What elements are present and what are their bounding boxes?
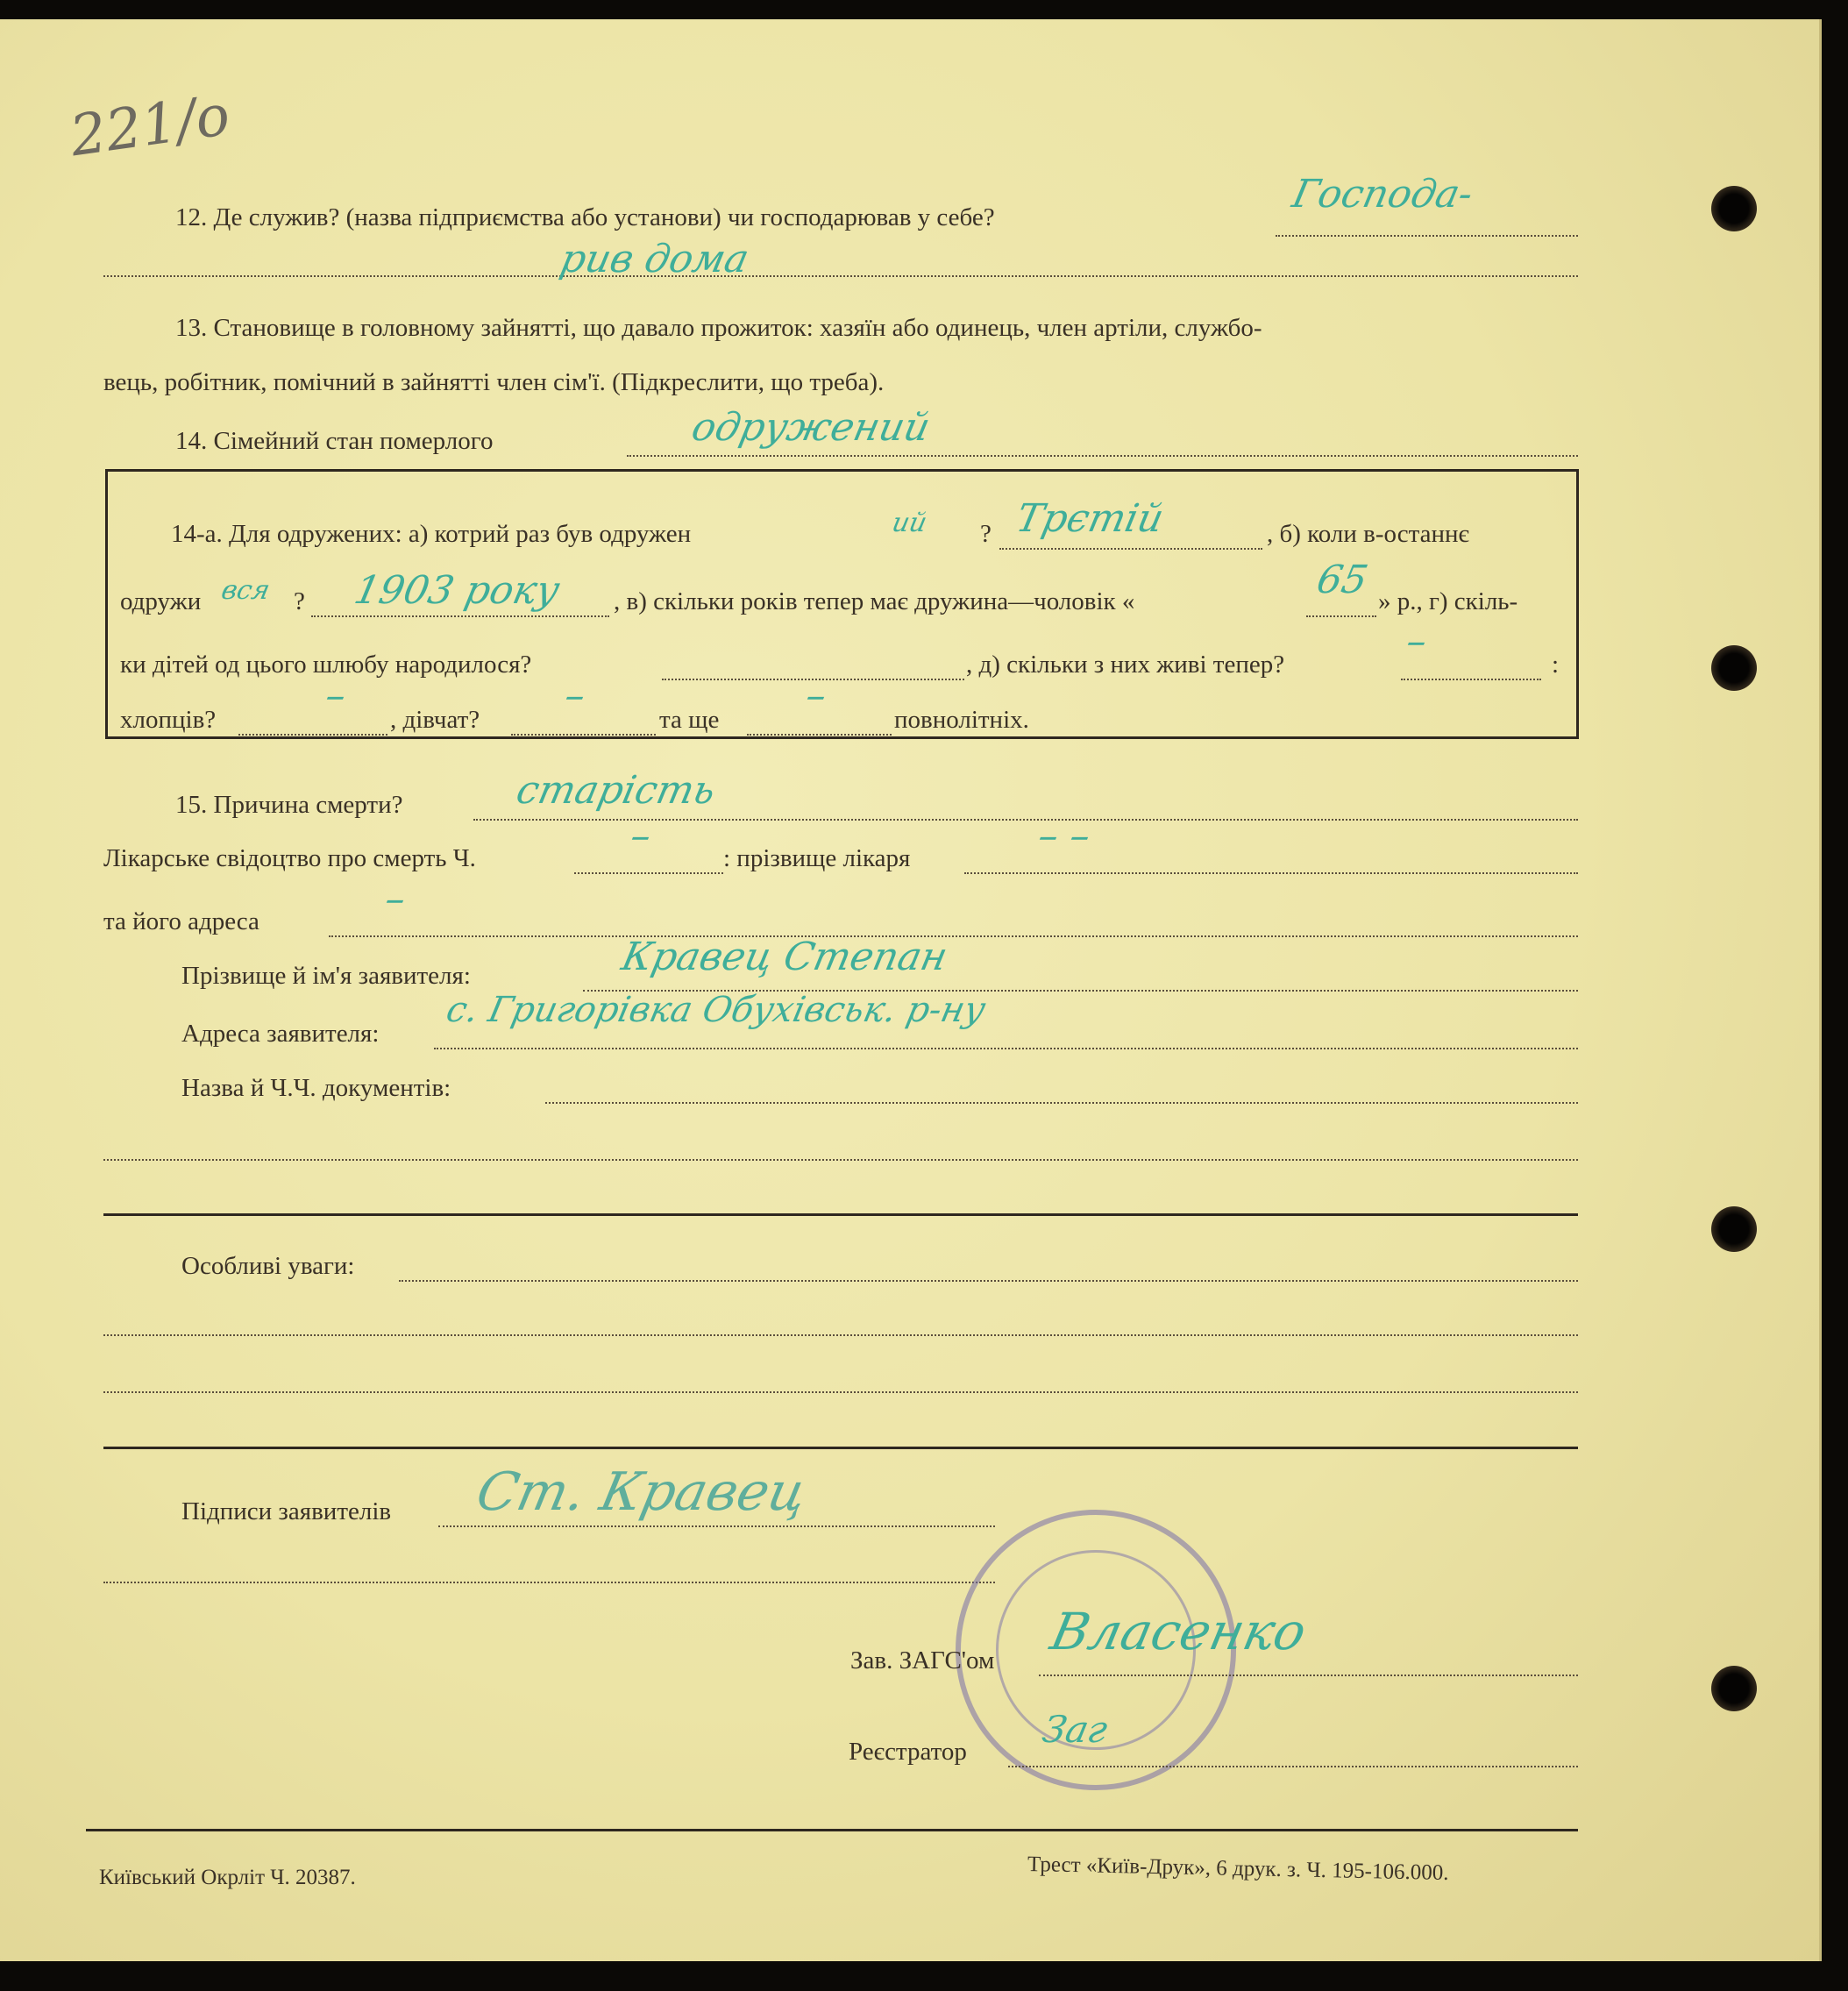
documents-field-2[interactable]: [103, 1159, 1578, 1161]
q14a-boys-field[interactable]: [238, 734, 387, 736]
applicant-signature: Ст. Кравец: [471, 1461, 813, 1523]
q14a-line3-b: , д) скільки з них живі тепер?: [966, 651, 1285, 679]
zags-head-label: Зав. ЗАГС'ом: [850, 1646, 995, 1675]
remarks-field-1[interactable]: [399, 1280, 1578, 1282]
q14a-age-answer: 65: [1312, 558, 1372, 602]
doctor-cert-field[interactable]: [574, 872, 723, 874]
q12-field-2[interactable]: [103, 275, 1578, 277]
registrar-signature: Заг: [1038, 1708, 1112, 1751]
q14a-line2-c: , в) скільки років тепер має дружина—чоловік «: [614, 587, 1135, 615]
binder-hole: [1711, 645, 1757, 691]
applicant-name-label: Прізвище й ім'я заявителя:: [181, 962, 471, 990]
q14a-line4-d: повнолітніх.: [894, 706, 1029, 734]
section-divider-2: [103, 1447, 1578, 1449]
q14a-alive-answer: –: [1402, 619, 1432, 664]
remarks-field-3[interactable]: [103, 1391, 1578, 1393]
q14a-line3-a: ки дітей од цього шлюбу народилося?: [120, 651, 532, 679]
q12-label: 12. Де служив? (назва підприємства або установи) чи господарював у себе?: [175, 203, 995, 231]
q14a-girls-answer: –: [560, 673, 590, 718]
q14a-boys-answer: –: [321, 673, 351, 718]
q14a-line2-a: одружи: [120, 587, 202, 615]
applicant-signatures-field-2[interactable]: [103, 1582, 995, 1583]
q14a-times-answer: Трєтій: [1012, 496, 1168, 541]
printer-left-imprint: Київський Окрліт Ч. 20387.: [99, 1866, 356, 1889]
q14a-age-field[interactable]: [1306, 615, 1376, 617]
q14-answer: одружений: [687, 405, 935, 450]
doctor-address-answer: –: [380, 877, 410, 921]
documents-label: Назва й Ч.Ч. документів:: [181, 1074, 451, 1102]
q14a-date-field[interactable]: [311, 615, 609, 617]
q13-line1: 13. Становище в головному зайнятті, що давало прожиток: хазяїн або одинець, член артіли, службо-: [175, 314, 1262, 342]
binder-hole: [1711, 186, 1757, 231]
registrar-field[interactable]: [1008, 1766, 1578, 1767]
binder-hole: [1711, 1666, 1757, 1711]
q14a-line1-suffix: ий: [889, 508, 930, 538]
q14a-adults-answer: –: [801, 673, 831, 718]
q15-label: 15. Причина смерти?: [175, 791, 403, 819]
printer-right-imprint: Трест «Київ-Друк», 6 друк. з. Ч. 195-106.000.: [1027, 1852, 1449, 1886]
q14a-date-answer: 1903 року: [350, 568, 564, 613]
doctor-address-field[interactable]: [329, 935, 1578, 937]
q14a-line4-a: хлопців?: [120, 706, 217, 734]
form-sheet: [0, 19, 1822, 1961]
q14a-times-field[interactable]: [999, 548, 1262, 550]
doctor-name-answer: – –: [1034, 814, 1095, 858]
q14a-girls-field[interactable]: [511, 734, 656, 736]
q14a-line2-b: ?: [294, 587, 305, 615]
applicant-name-answer: Кравец Степан: [617, 935, 952, 979]
q14-label: 14. Сімейний стан померлого: [175, 427, 494, 455]
section-divider-1: [103, 1213, 1578, 1216]
q12-field-1[interactable]: [1276, 235, 1578, 237]
q12-answer-1: Господа-: [1288, 172, 1477, 217]
archive-number-mark: 221/о: [66, 82, 234, 170]
q14a-line3-c: :: [1552, 651, 1560, 679]
zags-head-signature: Власенко: [1045, 1602, 1311, 1661]
footer-divider: [86, 1829, 1578, 1831]
q14a-line1-a: 14-а. Для одружених: а) котрий раз був одружен: [171, 520, 692, 548]
binder-hole: [1711, 1206, 1757, 1252]
q14a-line1-b: ?: [980, 520, 992, 548]
registrar-label: Реєстратор: [849, 1738, 967, 1766]
doctor-cert-label: Лікарське свідоцтво про смерть Ч.: [103, 844, 476, 872]
q14a-line4-c: та ще: [659, 706, 720, 734]
applicant-address-field[interactable]: [434, 1048, 1578, 1049]
applicant-address-answer: с. Григорівка Обухівськ. р-ну: [443, 990, 990, 1030]
q14a-alive-field[interactable]: [1401, 679, 1541, 680]
q15-answer: старість: [512, 768, 720, 813]
q14a-line2-d: » р., г) скіль-: [1378, 587, 1518, 615]
doctor-name-label: : прізвище лікаря: [723, 844, 911, 872]
q13-line2: вець, робітник, помічний в зайнятті член сім'ї. (Підкреслити, що треба).: [103, 368, 885, 396]
applicant-address-label: Адреса заявителя:: [181, 1020, 380, 1048]
q14a-line1-c: , б) коли в-останнє: [1267, 520, 1469, 548]
applicant-signatures-field-1[interactable]: [438, 1525, 995, 1527]
zags-head-field[interactable]: [1039, 1675, 1578, 1676]
q14a-line4-b: , дівчат?: [390, 706, 480, 734]
applicant-signatures-label: Підписи заявителів: [181, 1497, 392, 1525]
q14-field[interactable]: [627, 455, 1578, 457]
doctor-address-label: та його адреса: [103, 907, 259, 935]
q14a-line2-suffix: вся: [218, 575, 273, 606]
q12-answer-2: рив дома: [556, 237, 753, 281]
q14a-adults-field[interactable]: [747, 734, 892, 736]
doctor-name-field[interactable]: [964, 872, 1578, 874]
documents-field-1[interactable]: [545, 1102, 1578, 1104]
doctor-cert-answer: –: [626, 814, 656, 858]
remarks-field-2[interactable]: [103, 1334, 1578, 1336]
remarks-label: Особливі уваги:: [181, 1252, 355, 1280]
